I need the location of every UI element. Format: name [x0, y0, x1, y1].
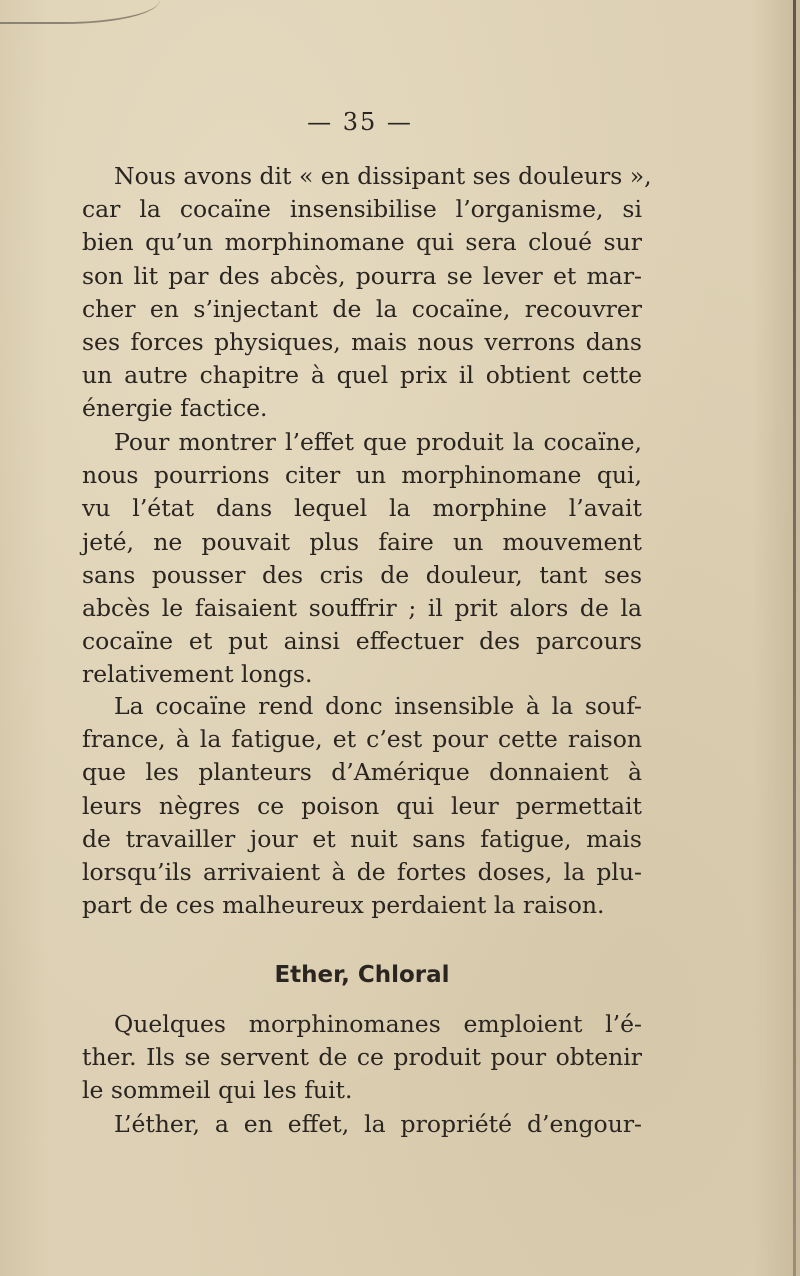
text-line: cocaïne et put ainsi effectuer des parcours [82, 627, 642, 656]
text-line: ther. Ils se servent de ce produit pour obtenir [82, 1043, 642, 1072]
paragraph-1 [82, 160, 652, 426]
text-line: La cocaïne rend donc insensible à la souf- [114, 692, 642, 720]
text-line: relativement longs. [82, 660, 313, 689]
page-binding-edge [793, 0, 796, 1276]
text-line: cher en s’injectant de la cocaïne, recouvrer [82, 294, 642, 323]
paragraph-5 [82, 1108, 642, 1141]
paragraph-4 [82, 1008, 642, 1108]
page-corner-fold [0, 0, 160, 24]
paragraph-2 [82, 426, 642, 692]
text-line: le sommeil qui les fuit. [82, 1076, 353, 1105]
text-line: un autre chapitre à quel prix il obtient cette [82, 361, 642, 390]
text-line: part de ces malheureux perdaient la raison. [82, 891, 605, 920]
text-line: vu l’état dans lequel la morphine l’avait [82, 494, 642, 523]
text-line: leurs nègres ce poison qui leur permettait [82, 791, 642, 820]
text-line: énergie factice. [82, 394, 268, 423]
text-line: france, à la fatigue, et c’est pour cette raison [82, 725, 642, 754]
text-line: lorsqu’ils arrivaient à de fortes doses, la plu- [82, 858, 642, 887]
text-line: car la cocaïne insensibilise l’organisme, si [82, 195, 642, 224]
text-line: jeté, ne pouvait plus faire un mouvement [82, 527, 642, 556]
text-line: Pour montrer l’effet que produit la cocaïne, [114, 428, 642, 456]
section-heading: Ether, Chloral [274, 962, 450, 988]
text-line: L’éther, a en effet, la propriété d’engour- [114, 1110, 642, 1138]
text-line: nous pourrions citer un morphinomane qui, [82, 461, 642, 490]
text-line: Quelques morphinomanes emploient l’é- [114, 1010, 642, 1038]
text-line: sans pousser des cris de douleur, tant ses [82, 560, 642, 589]
text-line: son lit par des abcès, pourra se lever et mar- [82, 261, 642, 290]
paragraph-3 [82, 690, 642, 922]
text-line: abcès le faisaient souffrir ; il prit alors de la [82, 594, 642, 623]
text-line: Nous avons dit « en dissipant ses douleurs », [114, 162, 652, 190]
text-line: de travailler jour et nuit sans fatigue, mais [82, 824, 642, 853]
page-number: — 35 — [307, 108, 413, 136]
text-line: que les planteurs d’Amérique donnaient à [82, 758, 642, 787]
text-line: ses forces physiques, mais nous verrons dans [82, 328, 642, 357]
text-line: bien qu’un morphinomane qui sera cloué sur [82, 228, 642, 257]
